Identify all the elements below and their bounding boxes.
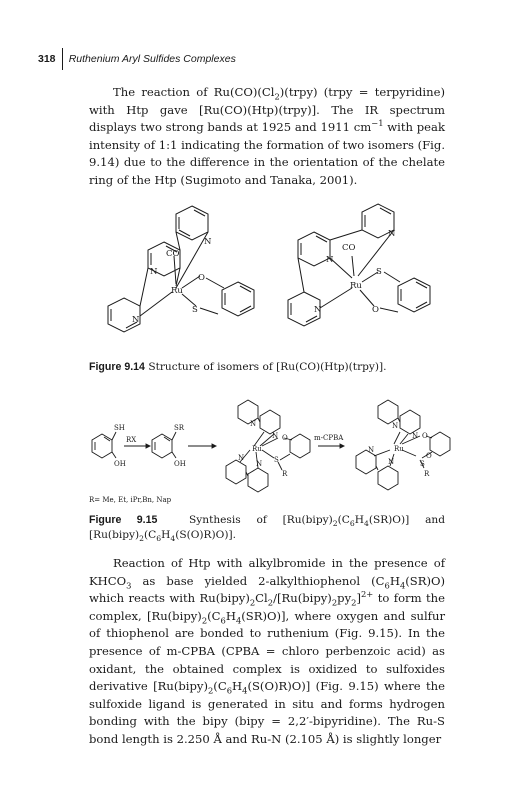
right-phenol-ring	[430, 432, 450, 456]
paragraph-1-text-b: )(trpy) (trpy = terpyridine) with Htp gave [Ru(CO)(Htp)(trpy)]. The IR spectrum displays two strong bands at 1925 and 1911 cm	[89, 85, 445, 135]
subscript: 2	[201, 615, 208, 626]
mid-bipy-ring-c	[226, 460, 246, 484]
paragraph-2-text: (S(O)R)O)] (Fig. 9.15) where the sulfoxide ligand is generated in situ and forms hydrogen bonding with the bipy (bipy = 2,2′-bipyridine). The Ru-S bond length is 2.250 Å and Ru-N (2.105 Å) is slightly longer	[89, 679, 445, 746]
caption-text: H	[161, 529, 171, 541]
paragraph-2-text: (C	[213, 679, 227, 694]
mid-ru-label: Ru	[252, 445, 262, 453]
right-n-label: N	[326, 255, 334, 265]
right-ru-label: Ru	[394, 445, 404, 453]
figure-9-15	[88, 396, 460, 506]
left-s-label: S	[192, 305, 198, 315]
subscript: 2	[267, 597, 274, 608]
caption-text: (C	[144, 529, 157, 541]
caption-text: Synthesis of [Ru(bipy)	[189, 514, 333, 526]
oh-label: OH	[114, 460, 126, 468]
subscript: 2	[332, 519, 338, 529]
right-bipy-ring-b	[400, 410, 420, 434]
paragraph-2-text: (SR)O) which reacts with Ru(bipy)	[89, 573, 445, 606]
sh-label: SH	[114, 424, 125, 432]
paragraph-2-text: py	[337, 591, 352, 606]
left-top-pyridine-ring	[176, 206, 208, 240]
subscript: 3	[126, 579, 132, 590]
subscript: 2	[207, 685, 214, 696]
mid-n-label: N	[272, 432, 279, 440]
subscript: 2	[351, 597, 357, 608]
oh-label: OH	[174, 460, 186, 468]
left-n-label: N	[132, 315, 140, 325]
mid-s-label: S	[274, 456, 279, 464]
caption-text: (SR)O)] and [Ru(bipy)	[89, 514, 445, 541]
paragraph-2-text: as base yielded 2-alkylthiophenol (C	[131, 573, 385, 588]
substituent-note: R= Me, Et, iPr,Bn, Nap	[89, 496, 172, 504]
subscript: 4	[170, 534, 176, 544]
figure-9-15-caption	[89, 513, 445, 543]
right-phenol-ring	[398, 278, 430, 312]
sr-label: SR	[174, 424, 185, 432]
figure-9-14	[88, 196, 448, 348]
paragraph-2-text: to form the complex, [Ru(bipy)	[89, 591, 445, 623]
figure-9-15-scheme	[88, 396, 460, 496]
mid-bipy-ring-d	[248, 468, 268, 492]
right-n-label: N	[388, 229, 396, 239]
subscript: 2	[274, 91, 280, 102]
subscript: 4	[363, 519, 369, 529]
caption-text: H	[354, 514, 364, 526]
paragraph-2-text: ]	[356, 591, 361, 606]
subscript: 2	[139, 534, 144, 544]
subscript: 4	[399, 579, 406, 590]
figure-label: Figure 9.15	[89, 514, 158, 526]
caption-text: (C	[337, 514, 350, 526]
paragraph-1-text-c: with peak intensity of 1:1 indicating the formation of two isomers (Fig. 9.14) due to the difference in the orientation of the chelate ring of the Htp (Sugimoto and Tanaka, 2001).	[89, 120, 445, 187]
caption-text: Structure of isomers of [Ru(CO)(Htp)(trpy)].	[148, 361, 387, 373]
running-title: Ruthenium Aryl Sulfides Complexes	[68, 53, 236, 65]
caption-text: (S(O)R)O)].	[175, 529, 236, 541]
paragraph-1	[89, 84, 445, 190]
mcpba-label: m-CPBA	[314, 434, 344, 442]
right-ru-label: Ru	[350, 281, 362, 291]
paragraph-2-text: H	[225, 608, 236, 623]
mid-n-label: N	[256, 460, 263, 468]
subscript: 4	[235, 615, 242, 626]
paragraph-2-text: (SR)O)], where oxygen and sulfur of thiophenol are bonded to ruthenium (Fig. 9.15). In the presence of m-CPBA (CPBA = chloro perbenzoic acid) as oxidant, the obtained complex is oxidized to sulfoxides derivative [Ru(bipy)	[89, 608, 445, 694]
subscript: 2	[249, 597, 256, 608]
mid-bipy-ring-b	[260, 410, 280, 434]
page-number: 318	[38, 53, 56, 65]
mid-r-label: R	[282, 470, 288, 478]
mid-n-label: N	[250, 420, 257, 428]
right-n-label: N	[392, 422, 399, 430]
left-n-label: N	[150, 267, 158, 277]
right-n-label: N	[314, 305, 322, 315]
subscript: 6	[349, 519, 355, 529]
subscript: 6	[156, 534, 162, 544]
figure-label: Figure 9.14	[89, 361, 145, 373]
paragraph-2	[89, 555, 445, 749]
superscript: 2+	[360, 589, 374, 600]
paragraph-2-text: Cl	[255, 591, 268, 606]
mid-n-label: N	[238, 454, 245, 462]
right-s-label: S	[420, 460, 425, 468]
right-o-label: O	[422, 432, 428, 440]
left-ru-label: Ru	[171, 286, 183, 296]
right-s-label: S	[376, 267, 382, 277]
left-co-label: CO	[166, 249, 180, 259]
right-n-label: N	[412, 432, 419, 440]
paragraph-2-text: H	[389, 573, 400, 588]
right-r-label: R	[424, 470, 430, 478]
mid-phenol-ring	[290, 434, 310, 458]
right-o-label: O	[372, 305, 379, 315]
paragraph-2-text: Reaction of Htp with alkylbromide in the presence of KHCO	[89, 556, 445, 588]
mid-o-label: O	[282, 434, 288, 442]
paragraph-2-text: H	[232, 679, 243, 694]
header-divider	[62, 48, 63, 70]
left-phenol-ring	[222, 282, 254, 316]
right-n-label: N	[368, 446, 375, 454]
right-co-label: CO	[342, 243, 356, 253]
figure-9-14-structures	[88, 196, 448, 348]
paragraph-2-text: /[Ru(bipy)	[273, 591, 332, 606]
page-header	[38, 48, 236, 70]
subscript: 6	[384, 579, 390, 590]
paragraph-1-text-a: The reaction of Ru(CO)(Cl	[113, 85, 275, 99]
left-o-label: O	[198, 273, 205, 283]
subscript: 2	[331, 597, 338, 608]
right-o-label: O	[426, 452, 432, 460]
right-bipy-ring-a	[378, 400, 398, 424]
subscript: 6	[220, 615, 226, 626]
figure-9-14-caption	[89, 360, 445, 375]
left-n-label: N	[204, 237, 212, 247]
subscript: 4	[242, 685, 248, 696]
rx-label: RX	[126, 436, 137, 444]
right-n-label: N	[388, 458, 395, 466]
superscript: −1	[371, 118, 384, 129]
subscript: 6	[226, 685, 233, 696]
paragraph-2-text: (C	[207, 608, 221, 623]
right-bipy-ring-d	[378, 466, 398, 490]
